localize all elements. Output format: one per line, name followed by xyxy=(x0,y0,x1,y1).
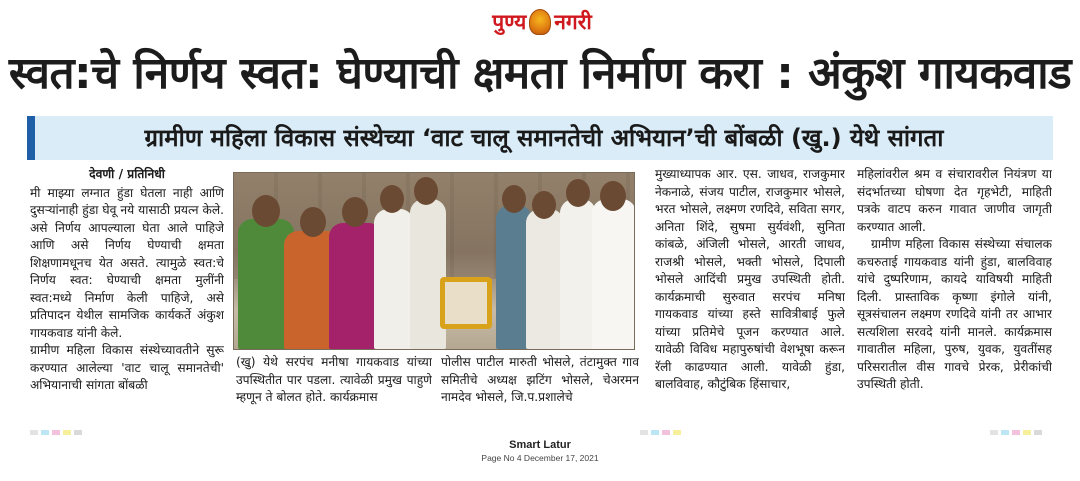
headline: स्वत:चे निर्णय स्वत: घेण्याची क्षमता निर्माण करा : अंकुश गायकवाड xyxy=(8,48,1072,99)
subheadline-bar xyxy=(27,116,1053,160)
article-column-5 xyxy=(857,166,1052,428)
photo-head xyxy=(380,185,404,213)
photo-caption-column-1: (खु) येथे सरपंच मनीषा गायकवाड यांच्या उपस्थितीत पार पडला. त्यावेळी प्रमुख पाहुणे म्हणून ते बोलत होते. कार्यक्रमास xyxy=(236,355,432,404)
photo-person xyxy=(374,209,414,349)
logo-text-left: पुण्य xyxy=(492,9,527,34)
photo-head xyxy=(502,185,526,213)
photo-head xyxy=(532,191,556,219)
event-photo xyxy=(233,172,635,350)
ganesha-emblem-icon xyxy=(529,9,551,35)
photo-person xyxy=(526,209,564,349)
photo-person xyxy=(592,199,635,349)
photo-portrait-frame xyxy=(440,277,492,329)
logo-text-right: नगरी xyxy=(554,9,592,34)
print-registration-marks-left xyxy=(30,430,82,436)
column5-paragraph-1: महिलांवरील श्रम व संचारावरील नियंत्रण या संदर्भातच्या घोषणा देत गृहभेटी, माहिती पत्रके वाटप करुन गावात जाणीव जागृती करण्यात आली. xyxy=(857,167,1052,234)
masthead-logo xyxy=(462,6,622,38)
photo-person xyxy=(560,199,596,349)
photo-caption-column-2: पोलीस पाटील मारुती भोसले, तंटामुक्त गाव समितीचे अध्यक्ष झटिंग भोसले, चेअरमन नामदेव भोसले, जि.प.प्रशालेचे xyxy=(441,355,639,404)
subheadline: ग्रामीण महिला विकास संस्थेच्या ‘वाट चालू समानतेची अभियान’ची बोंबळी (खु.) येथे सांगता xyxy=(144,124,944,152)
photo-head xyxy=(600,181,626,211)
column1-paragraph-1: मी माझ्या लग्नात हुंडा घेतला नाही आणि दुसऱ्यांनाही हुंडा घेवू नये यासाठी प्रयत्न केले. असे निर्णय आपल्याला घेता आले पाहिजे आणि असे निर्णय घेण्याची क्षमता शिक्षणामधूनच येत असते. त्यामुळे स्वत:चे निर्णय स्वत: घेण्याची क्षमता मुलींनी स्वत:मध्ये निर्माण केली पाहिजे, असे प्रतिपादन येथील सामजिक कार्यकर्ते अंकुश गायकवाड यांनी केले. xyxy=(30,185,224,340)
print-registration-marks-right xyxy=(990,430,1042,436)
photo-head xyxy=(252,195,280,227)
footer-title: Smart Latur xyxy=(509,439,571,451)
photo-head xyxy=(342,197,368,227)
photo-head xyxy=(300,207,326,237)
photo-head xyxy=(414,177,438,205)
column5-paragraph-2: ग्रामीण महिला विकास संस्थेच्या संचालक कचरुताई गायकवाड यांनी हुंडा, बालविवाह यांचे दुष्परिणाम, कायदे याविषयी माहिती दिली. प्रास्ताविक कृष्णा इंगोले यांनी, सूत्रसंचालन लक्ष्मण रणदिवे यांनी तर आभार सत्यशिला सरवदे यांनी मानले. कार्यक्रमास गावातील महिला, पुरुष, युवक, युवतींसह परिसरातील वीस गावचे प्रेरक, प्रेरीकांची उपस्थिती होती. xyxy=(857,237,1052,391)
column1-paragraph-2: ग्रामीण महिला विकास संस्थेच्यावतीने सुरू करण्यात आलेल्या 'वाट चालू समानतेची' अभियानाची सांगता बोंबळी xyxy=(30,343,224,392)
photo-head xyxy=(566,179,590,207)
article-column-1 xyxy=(30,166,224,434)
article-column-4: मुख्याध्यापक आर. एस. जाधव, राजकुमार नेकनाळे, संजय पाटील, राजकुमार भोसले, भरत भोसले, लक्ष्मण रणदिवे, सविता सगर, अनिता शिंदे, सुषमा सुर्यवंशी, सुनिता कांबळे, अंजिली भोसले, आरती जाधव, राजश्री भोसले, भक्ती भोसले, दिपाली भोसले आदिंची प्रमुख उपस्थिती होती. कार्यक्रमाची सुरुवात सरपंच मनिषा गायकवाड यांच्या हस्ते सावित्रीबाई फुले यांच्या प्रतिमेचे पूजन करण्यात आले. यावेळी विविध महापुरुषांची वेशभूषा करून रॅली काढण्यात आली. यावेळी हुंडा, बालविवाह, कौटुंबिक हिंसाचार, xyxy=(655,167,845,391)
print-registration-marks-center xyxy=(640,430,681,436)
byline: देवणी / प्रतिनिधी xyxy=(89,167,165,181)
footer-page-info: Page No 4 December 17, 2021 xyxy=(481,453,599,463)
